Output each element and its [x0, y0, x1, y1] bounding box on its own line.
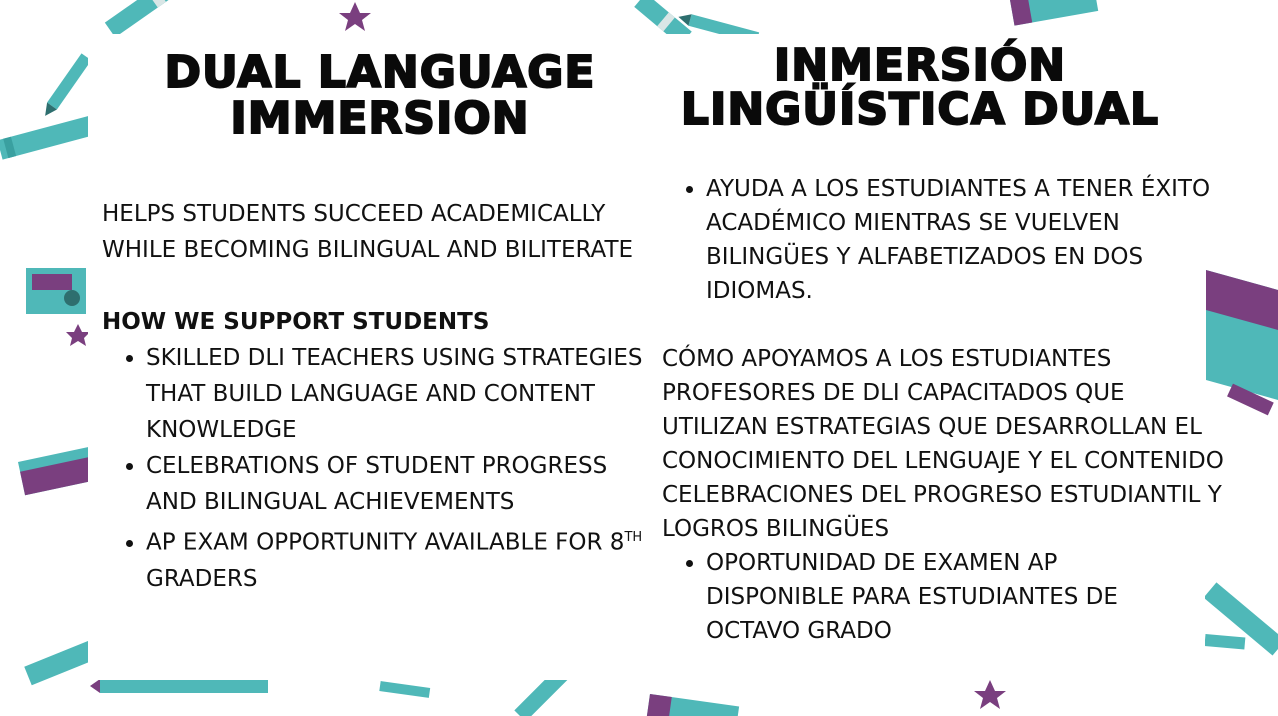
list-item: • AYUDA A LOS ESTUDIANTES A TENER ÉXITO ACADÉMICO MIENTRAS SE VUELVEN BILINGÜES Y ALFABETIZADOS EN DOS IDIOMAS. — [706, 172, 1226, 308]
eraser-icon — [1010, 0, 1098, 26]
english-support-list — [102, 340, 658, 597]
spanish-support-list — [662, 546, 1176, 648]
english-column — [100, 47, 660, 144]
eraser-icon — [646, 694, 739, 716]
spanish-celebrations-paragraph: CELEBRACIONES DEL PROGRESO ESTUDIANTIL Y LOGROS BILINGÜES — [662, 482, 1222, 542]
ap-exam-tail: GRADERS — [146, 565, 258, 592]
list-item: • SKILLED DLI TEACHERS USING STRATEGIES THAT BUILD LANGUAGE AND CONTENT KNOWLEDGE — [146, 340, 658, 448]
star-icon — [66, 324, 90, 346]
spanish-column — [660, 40, 1180, 135]
list-item — [146, 520, 658, 597]
pencil-icon — [379, 681, 430, 698]
english-body — [102, 196, 658, 597]
spanish-body — [662, 172, 1228, 648]
ap-exam-text: AP EXAM OPPORTUNITY AVAILABLE FOR 8 — [146, 529, 625, 556]
list-item: • CELEBRATIONS OF STUDENT PROGRESS AND BILINGUAL ACHIEVEMENTS — [146, 448, 658, 520]
spanish-support-heading: CÓMO APOYAMOS A LOS ESTUDIANTES — [662, 346, 1112, 372]
spanish-title-line1: INMERSIÓN — [773, 40, 1067, 91]
eraser-icon — [18, 447, 95, 495]
ordinal-suffix: TH — [624, 530, 643, 545]
pencil-icon — [40, 53, 91, 119]
pencil-icon — [24, 641, 96, 686]
pencil-icon — [0, 114, 99, 159]
list-item: • OPORTUNIDAD DE EXAMEN AP DISPONIBLE PARA ESTUDIANTES DE OCTAVO GRADO — [706, 546, 1176, 648]
spanish-intro-list — [662, 172, 1226, 308]
pencil-icon — [105, 0, 173, 37]
star-icon — [339, 2, 371, 31]
spanish-teachers-paragraph: PROFESORES DE DLI CAPACITADOS QUE UTILIZAN ESTRATEGIAS QUE DESARROLLAN EL CONOCIMIENTO DEL LENGUAJE Y EL CONTENIDO — [662, 380, 1224, 474]
english-title-line2: IMMERSION — [230, 93, 530, 144]
english-support-heading: HOW WE SUPPORT STUDENTS — [102, 309, 490, 335]
spanish-title-line2: LINGÜÍSTICA DUAL — [680, 84, 1160, 135]
spanish-title — [660, 40, 1180, 135]
pencil-icon — [90, 679, 268, 693]
star-icon — [974, 680, 1006, 709]
english-title — [100, 47, 660, 144]
sharpener-icon — [26, 268, 86, 314]
english-title-line1: DUAL LANGUAGE — [164, 47, 596, 98]
english-intro: HELPS STUDENTS SUCCEED ACADEMICALLY WHILE BECOMING BILINGUAL AND BILITERATE — [102, 201, 634, 263]
